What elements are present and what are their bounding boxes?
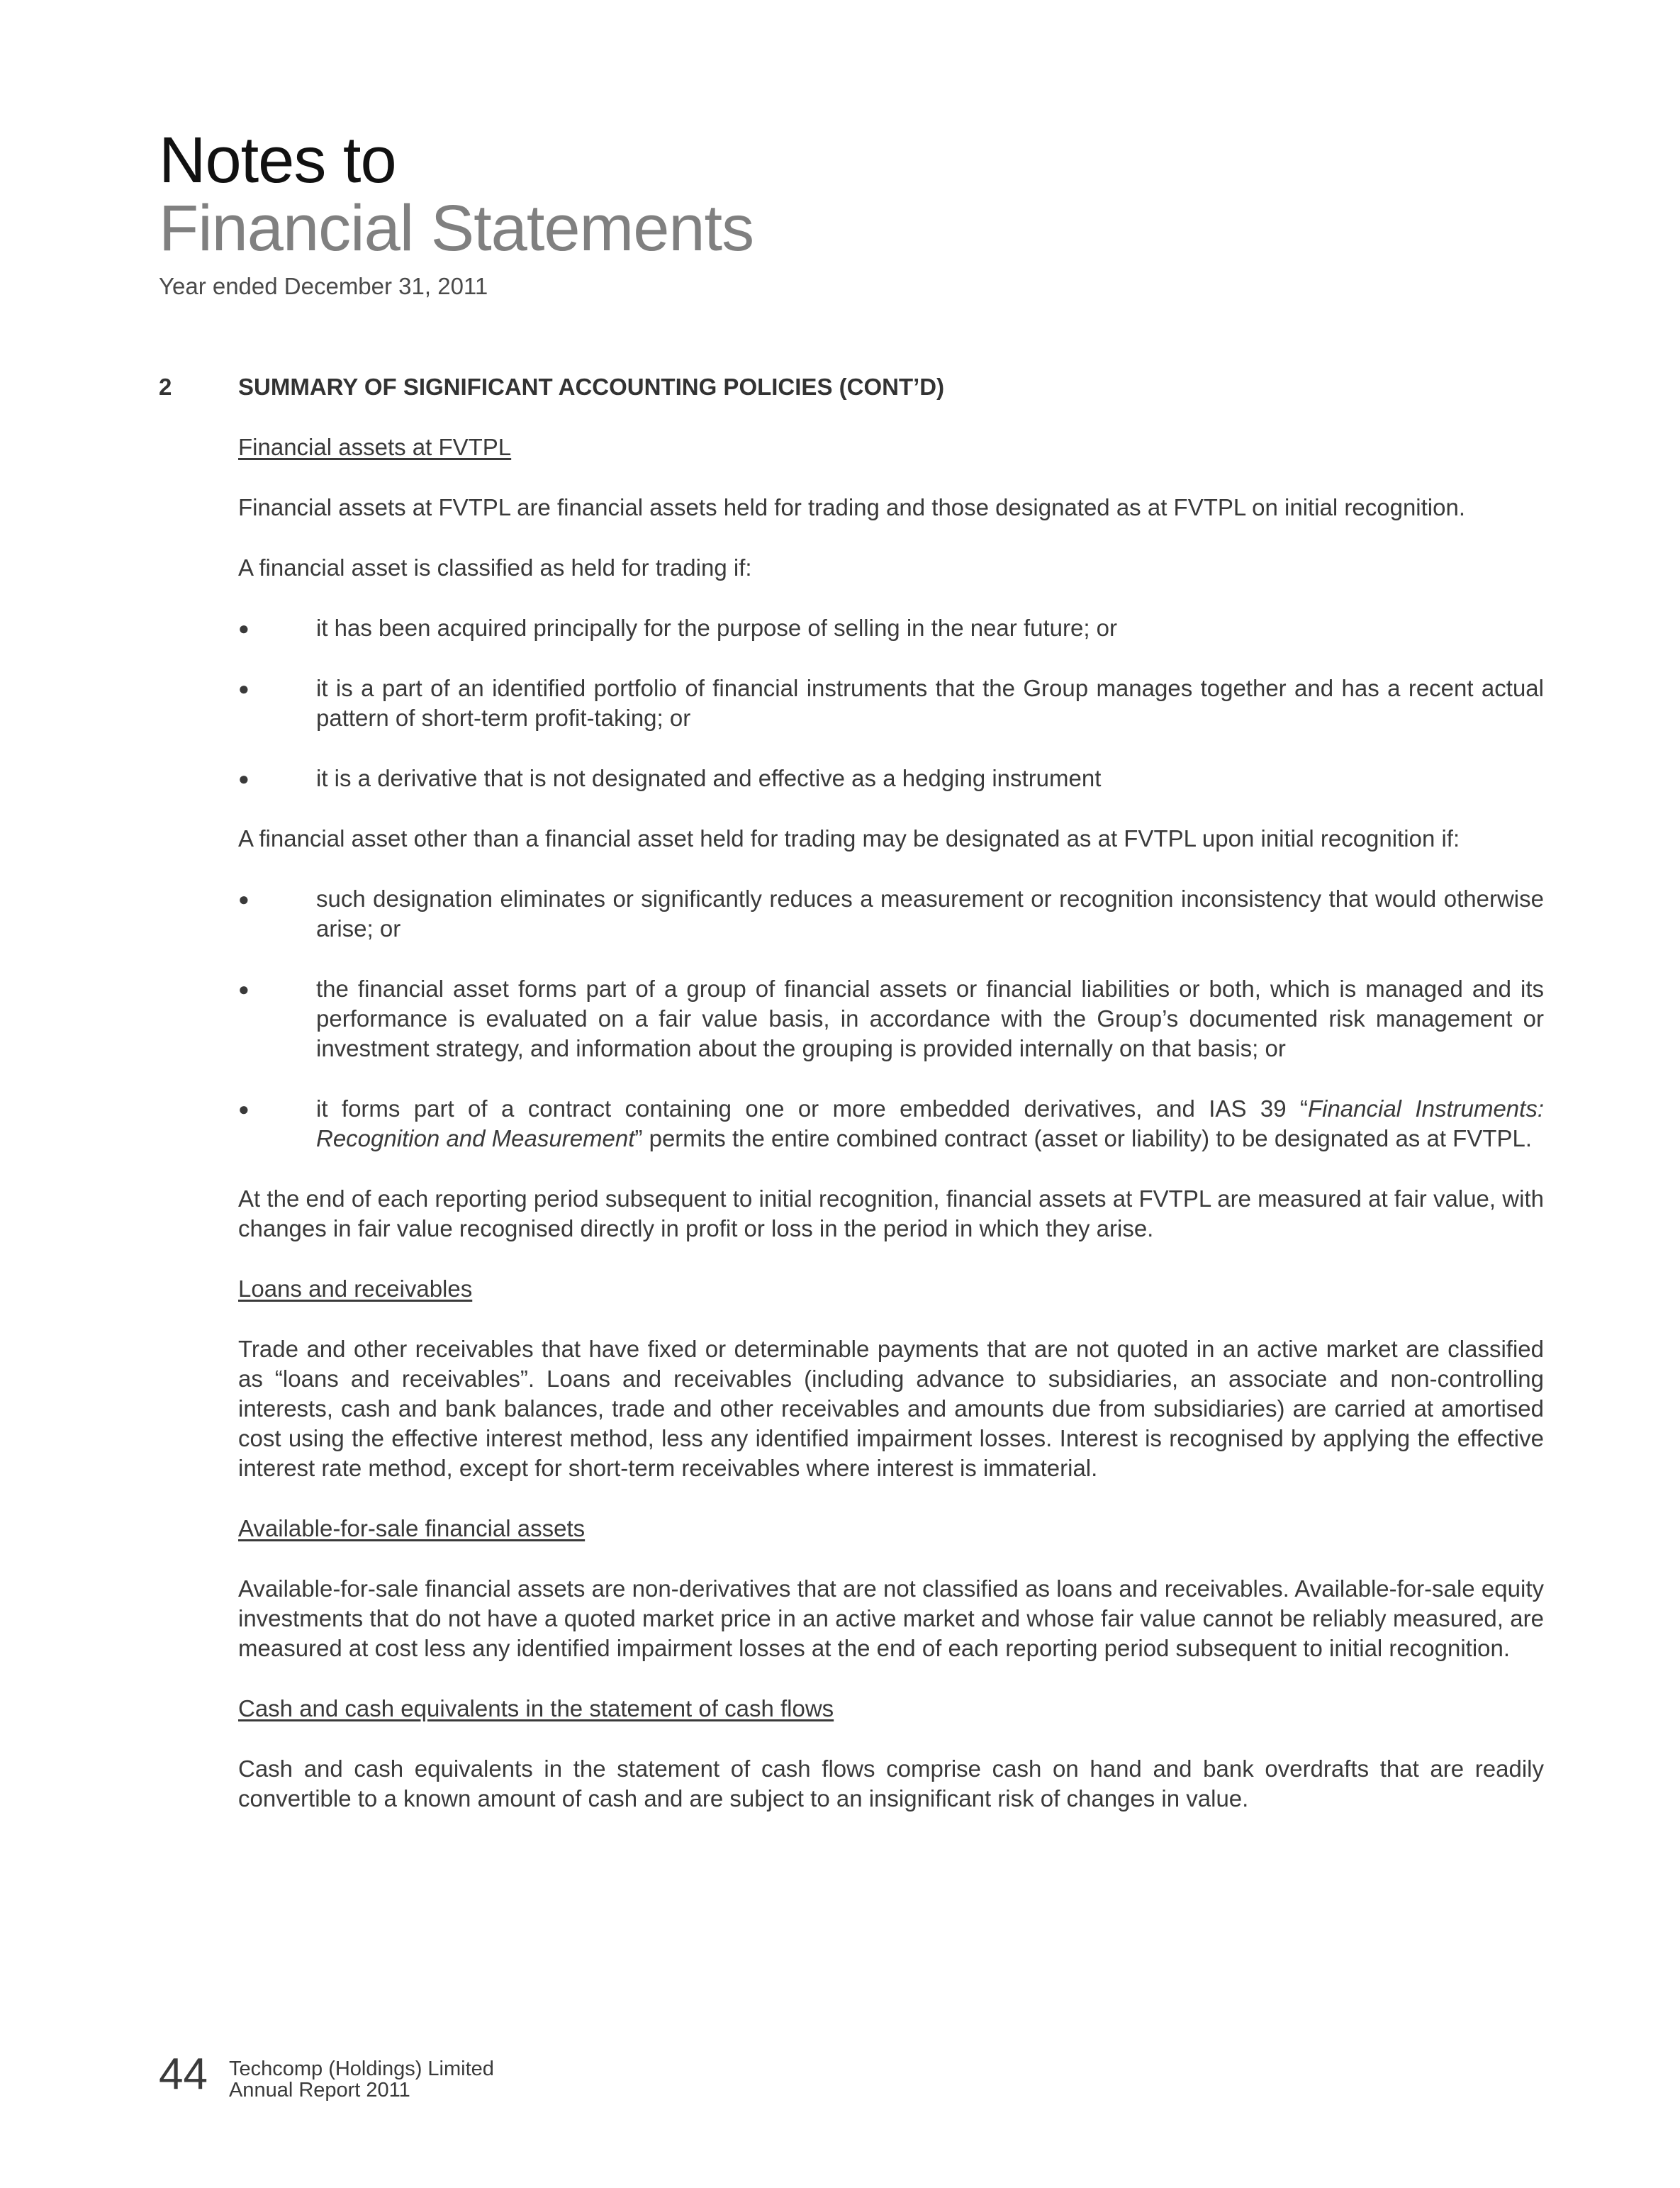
bullet-text: it is a derivative that is not designated and effective as a hedging instrument: [316, 765, 1102, 791]
list-item: [238, 764, 1544, 793]
ias-text-post: ” permits the entire combined contract (asset or liability) to be designated as at FVTPL.: [634, 1125, 1533, 1151]
bullet-text-ias39: [316, 1094, 1544, 1154]
afs-paragraph: Available-for-sale financial assets are non-derivatives that are not classified as loans and receivables. Available-for-sale equity investments that do not have a quoted market price in an active market and whose fair value cannot be reliably measured, are measured at cost less any identified impairment losses at the end of each reporting period subsequent to initial recognition.: [238, 1575, 1544, 1661]
fvtpl-heading: Financial assets at FVTPL: [238, 434, 512, 460]
footer-company: Techcomp (Holdings) Limited: [228, 2058, 494, 2080]
list-item: [238, 674, 1544, 733]
bullet-text: such designation eliminates or significantly reduces a measurement or recognition inconsistency that would otherwise arise; or: [316, 886, 1544, 942]
footer-text: [229, 2058, 494, 2101]
list-item: [238, 974, 1544, 1064]
bullet-icon: ●: [238, 678, 250, 699]
list-item: [238, 884, 1544, 944]
bullet-icon: ●: [238, 888, 250, 910]
page-header: [159, 126, 1506, 301]
fvtpl-paragraph-4: At the end of each reporting period subsequent to initial recognition, financial assets at FVTPL are measured at fair value, with changes in fair value recognised directly in profit or loss in the period in which they arise.: [238, 1185, 1544, 1241]
section-number: 2: [159, 374, 172, 400]
list-item: [238, 613, 1544, 643]
section-heading-row: [159, 372, 1534, 402]
afs-heading: Available-for-sale financial assets: [238, 1515, 586, 1541]
bullet-text: it has been acquired principally for the purpose of selling in the near future; or: [316, 615, 1118, 641]
cash-heading: Cash and cash equivalents in the statement of cash flows: [238, 1695, 834, 1721]
loans-heading: Loans and receivables: [238, 1276, 473, 1302]
loans-paragraph: Trade and other receivables that have fixed or determinable payments that are not quoted in an active market are classified as “loans and receivables”. Loans and receivables (including advance to subsidiaries, an associate and non-controlling interests, cash and bank balances, trade and other receivables and amounts due from subsidiaries) are carried at amortised cost using the effective interest method, less any identified impairment losses. Interest is recognised by applying the effective interest rate method, except for short-term receivables where interest is immaterial.: [238, 1336, 1544, 1481]
section-title: SUMMARY OF SIGNIFICANT ACCOUNTING POLICIES (CONT’D): [238, 374, 945, 400]
bullet-icon: ●: [238, 618, 250, 639]
cash-paragraph: Cash and cash equivalents in the statement of cash flows comprise cash on hand and bank overdrafts that are readily convertible to a known amount of cash and are subject to an insignificant risk of changes in value.: [238, 1756, 1544, 1812]
list-item: [238, 1094, 1544, 1154]
ias-standard-title: Financial Instruments: Recognition and Measurement: [316, 1095, 1544, 1151]
fvtpl-paragraph-1: Financial assets at FVTPL are financial assets held for trading and those designated as at FVTPL on initial recognition.: [238, 494, 1466, 520]
bullet-text: the financial asset forms part of a group of financial assets or financial liabilities or both, which is managed and its performance is evaluated on a fair value basis, in accordance with the Group’s documented risk management or investment strategy, and information about the grouping is provided internally on that basis; or: [316, 976, 1544, 1061]
fvtpl-paragraph-2: A financial asset is classified as held for trading if:: [238, 554, 752, 581]
page-number: 44: [159, 2050, 208, 2099]
bullet-icon: ●: [238, 768, 250, 789]
page-footer: [159, 2050, 494, 2102]
page-subtitle: Year ended December 31, 2011: [159, 273, 488, 299]
page-title-line1: Notes to: [159, 124, 396, 196]
notes-content: [238, 432, 1544, 1844]
footer-report: Annual Report 2011: [228, 2079, 410, 2102]
bullet-icon: ●: [238, 1098, 250, 1120]
bullet-icon: ●: [238, 978, 250, 1000]
page-title-line2: Financial Statements: [159, 192, 754, 264]
fvtpl-paragraph-3: A financial asset other than a financial asset held for trading may be designated as at FVTPL upon initial recognition if:: [238, 825, 1460, 852]
bullet-text: it is a part of an identified portfolio of financial instruments that the Group manages together and has a recent actual pattern of short-term profit-taking; or: [316, 675, 1544, 731]
ias-text-pre: it forms part of a contract containing one or more embedded derivatives, and IAS 39 “: [316, 1095, 1308, 1122]
